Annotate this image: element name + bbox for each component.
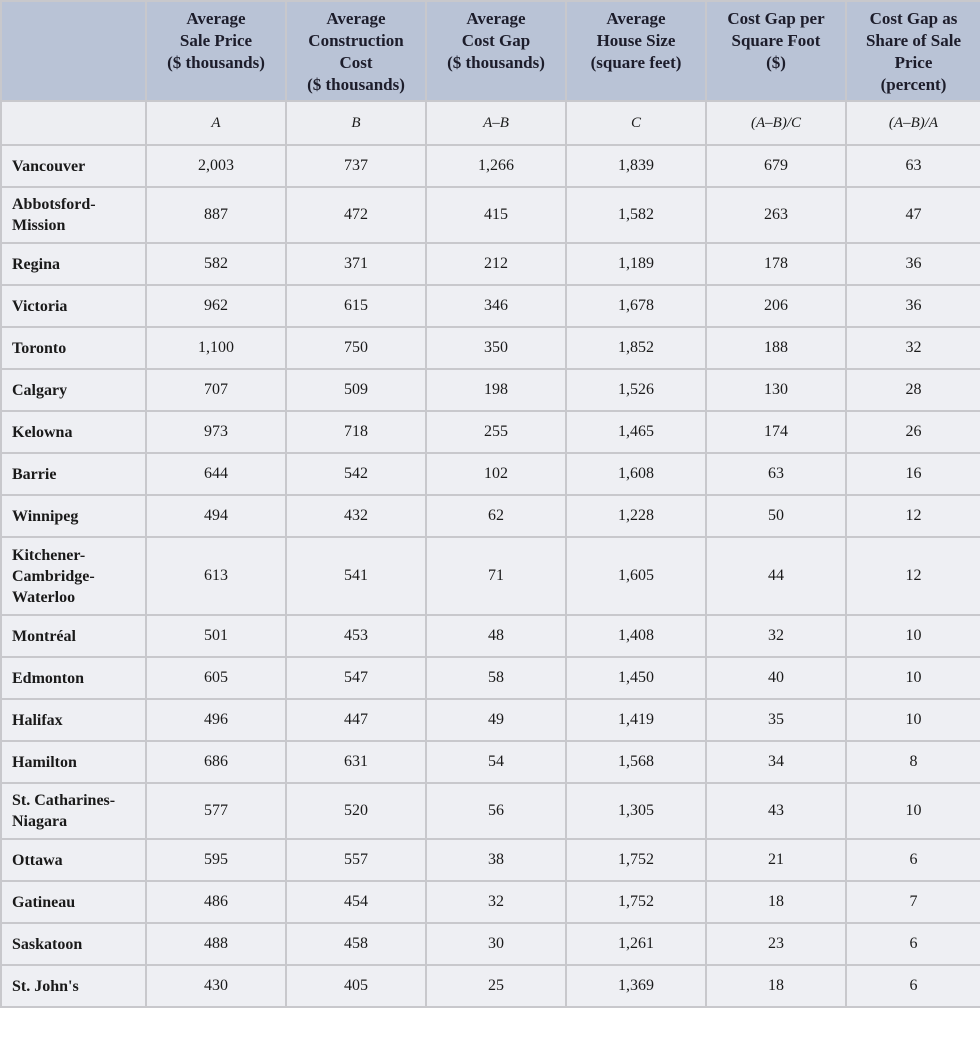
gap-share-cell: 28	[846, 369, 980, 411]
gap-per-sqft-cell: 34	[706, 741, 846, 783]
cost-gap-cell: 62	[426, 495, 566, 537]
gap-per-sqft-cell: 188	[706, 327, 846, 369]
table-row	[1, 243, 980, 285]
gap-per-sqft-cell: 43	[706, 783, 846, 839]
gap-per-sqft-cell: 18	[706, 965, 846, 1007]
house-size-cell: 1,189	[566, 243, 706, 285]
house-size-cell: 1,839	[566, 145, 706, 187]
sale-price-cell: 644	[146, 453, 286, 495]
sale-price-cell: 1,100	[146, 327, 286, 369]
header-house-size: Average House Size (square feet)	[566, 1, 706, 101]
gap-share-cell: 7	[846, 881, 980, 923]
construction-cost-cell: 472	[286, 187, 426, 243]
house-size-cell: 1,450	[566, 657, 706, 699]
city-cell: Victoria	[1, 285, 146, 327]
gap-per-sqft-cell: 23	[706, 923, 846, 965]
cost-gap-cell: 1,266	[426, 145, 566, 187]
gap-share-cell: 8	[846, 741, 980, 783]
table-row	[1, 327, 980, 369]
city-cell: St. Catharines- Niagara	[1, 783, 146, 839]
city-cell: Gatineau	[1, 881, 146, 923]
cost-gap-cell: 38	[426, 839, 566, 881]
table-row	[1, 657, 980, 699]
header-sale-price: Average Sale Price ($ thousands)	[146, 1, 286, 101]
formula-row	[1, 101, 980, 145]
house-size-cell: 1,752	[566, 881, 706, 923]
house-size-cell: 1,582	[566, 187, 706, 243]
gap-share-cell: 6	[846, 965, 980, 1007]
city-cell: Kelowna	[1, 411, 146, 453]
gap-per-sqft-cell: 35	[706, 699, 846, 741]
gap-share-cell: 32	[846, 327, 980, 369]
formula-cell: B	[286, 101, 426, 145]
gap-per-sqft-cell: 40	[706, 657, 846, 699]
city-cell: Ottawa	[1, 839, 146, 881]
gap-share-cell: 36	[846, 285, 980, 327]
cost-gap-cell: 415	[426, 187, 566, 243]
city-cell: Montréal	[1, 615, 146, 657]
city-cell: Halifax	[1, 699, 146, 741]
sale-price-cell: 2,003	[146, 145, 286, 187]
header-cost-gap: Average Cost Gap ($ thousands)	[426, 1, 566, 101]
table-row	[1, 783, 980, 839]
formula-cell: (A–B)/A	[846, 101, 980, 145]
table-row	[1, 453, 980, 495]
gap-per-sqft-cell: 63	[706, 453, 846, 495]
city-cell: Kitchener- Cambridge- Waterloo	[1, 537, 146, 615]
formula-cell	[1, 101, 146, 145]
gap-share-cell: 10	[846, 615, 980, 657]
table-row	[1, 923, 980, 965]
house-size-cell: 1,261	[566, 923, 706, 965]
sale-price-cell: 577	[146, 783, 286, 839]
formula-cell: A–B	[426, 101, 566, 145]
sale-price-cell: 582	[146, 243, 286, 285]
city-cell: Hamilton	[1, 741, 146, 783]
table-row	[1, 369, 980, 411]
table-row	[1, 699, 980, 741]
construction-cost-cell: 557	[286, 839, 426, 881]
house-size-cell: 1,608	[566, 453, 706, 495]
sale-price-cell: 887	[146, 187, 286, 243]
formula-cell: C	[566, 101, 706, 145]
sale-price-cell: 686	[146, 741, 286, 783]
construction-cost-cell: 718	[286, 411, 426, 453]
header-city	[1, 1, 146, 101]
table-row	[1, 495, 980, 537]
header-row	[1, 1, 980, 101]
sale-price-cell: 605	[146, 657, 286, 699]
house-size-cell: 1,568	[566, 741, 706, 783]
gap-per-sqft-cell: 50	[706, 495, 846, 537]
gap-per-sqft-cell: 178	[706, 243, 846, 285]
table-row	[1, 145, 980, 187]
gap-share-cell: 12	[846, 537, 980, 615]
house-size-cell: 1,526	[566, 369, 706, 411]
gap-per-sqft-cell: 32	[706, 615, 846, 657]
construction-cost-cell: 405	[286, 965, 426, 1007]
cost-gap-cell: 49	[426, 699, 566, 741]
city-cell: Saskatoon	[1, 923, 146, 965]
cost-gap-cell: 56	[426, 783, 566, 839]
table-row	[1, 965, 980, 1007]
formula-cell: (A–B)/C	[706, 101, 846, 145]
formula-cell: A	[146, 101, 286, 145]
house-size-cell: 1,419	[566, 699, 706, 741]
city-cell: Toronto	[1, 327, 146, 369]
cost-gap-cell: 25	[426, 965, 566, 1007]
house-size-cell: 1,305	[566, 783, 706, 839]
city-cell: Calgary	[1, 369, 146, 411]
header-gap-share: Cost Gap as Share of Sale Price (percent)	[846, 1, 980, 101]
construction-cost-cell: 447	[286, 699, 426, 741]
construction-cost-cell: 547	[286, 657, 426, 699]
sale-price-cell: 496	[146, 699, 286, 741]
sale-price-cell: 494	[146, 495, 286, 537]
table-row	[1, 741, 980, 783]
sale-price-cell: 707	[146, 369, 286, 411]
cost-gap-cell: 255	[426, 411, 566, 453]
construction-cost-cell: 454	[286, 881, 426, 923]
gap-share-cell: 12	[846, 495, 980, 537]
cost-gap-cell: 30	[426, 923, 566, 965]
gap-share-cell: 47	[846, 187, 980, 243]
gap-per-sqft-cell: 21	[706, 839, 846, 881]
table-row	[1, 615, 980, 657]
gap-share-cell: 63	[846, 145, 980, 187]
gap-per-sqft-cell: 174	[706, 411, 846, 453]
construction-cost-cell: 737	[286, 145, 426, 187]
gap-per-sqft-cell: 679	[706, 145, 846, 187]
house-size-cell: 1,752	[566, 839, 706, 881]
city-cell: Vancouver	[1, 145, 146, 187]
city-cell: Regina	[1, 243, 146, 285]
table-row	[1, 411, 980, 453]
gap-share-cell: 26	[846, 411, 980, 453]
gap-per-sqft-cell: 263	[706, 187, 846, 243]
cost-gap-cell: 102	[426, 453, 566, 495]
gap-share-cell: 10	[846, 657, 980, 699]
house-size-cell: 1,369	[566, 965, 706, 1007]
sale-price-cell: 501	[146, 615, 286, 657]
cost-gap-cell: 71	[426, 537, 566, 615]
table-body	[1, 145, 980, 1007]
sale-price-cell: 595	[146, 839, 286, 881]
header-construction-cost: Average Construction Cost ($ thousands)	[286, 1, 426, 101]
construction-cost-cell: 520	[286, 783, 426, 839]
cost-gap-cell: 54	[426, 741, 566, 783]
sale-price-cell: 613	[146, 537, 286, 615]
cost-gap-cell: 350	[426, 327, 566, 369]
sale-price-cell: 973	[146, 411, 286, 453]
house-size-cell: 1,852	[566, 327, 706, 369]
table-row	[1, 839, 980, 881]
construction-cost-cell: 458	[286, 923, 426, 965]
gap-per-sqft-cell: 206	[706, 285, 846, 327]
table-row	[1, 285, 980, 327]
construction-cost-cell: 750	[286, 327, 426, 369]
sale-price-cell: 962	[146, 285, 286, 327]
cost-gap-cell: 198	[426, 369, 566, 411]
cost-gap-cell: 212	[426, 243, 566, 285]
gap-per-sqft-cell: 130	[706, 369, 846, 411]
header-gap-per-sqft: Cost Gap per Square Foot ($)	[706, 1, 846, 101]
gap-share-cell: 16	[846, 453, 980, 495]
construction-cost-cell: 432	[286, 495, 426, 537]
gap-per-sqft-cell: 44	[706, 537, 846, 615]
table-row	[1, 881, 980, 923]
gap-share-cell: 36	[846, 243, 980, 285]
construction-cost-cell: 371	[286, 243, 426, 285]
construction-cost-cell: 541	[286, 537, 426, 615]
house-size-cell: 1,678	[566, 285, 706, 327]
gap-share-cell: 6	[846, 839, 980, 881]
sale-price-cell: 488	[146, 923, 286, 965]
construction-cost-cell: 453	[286, 615, 426, 657]
house-size-cell: 1,465	[566, 411, 706, 453]
city-cell: St. John's	[1, 965, 146, 1007]
house-size-cell: 1,228	[566, 495, 706, 537]
gap-share-cell: 10	[846, 783, 980, 839]
sale-price-cell: 430	[146, 965, 286, 1007]
cost-gap-cell: 346	[426, 285, 566, 327]
construction-cost-cell: 615	[286, 285, 426, 327]
city-cell: Edmonton	[1, 657, 146, 699]
cost-gap-cell: 48	[426, 615, 566, 657]
gap-per-sqft-cell: 18	[706, 881, 846, 923]
cost-gap-cell: 32	[426, 881, 566, 923]
city-cell: Abbotsford- Mission	[1, 187, 146, 243]
city-cell: Winnipeg	[1, 495, 146, 537]
house-size-cell: 1,605	[566, 537, 706, 615]
construction-cost-cell: 542	[286, 453, 426, 495]
sale-price-cell: 486	[146, 881, 286, 923]
cost-gap-cell: 58	[426, 657, 566, 699]
table-row	[1, 187, 980, 243]
house-size-cell: 1,408	[566, 615, 706, 657]
city-cell: Barrie	[1, 453, 146, 495]
gap-share-cell: 6	[846, 923, 980, 965]
construction-cost-cell: 631	[286, 741, 426, 783]
table-row	[1, 537, 980, 615]
gap-share-cell: 10	[846, 699, 980, 741]
construction-cost-cell: 509	[286, 369, 426, 411]
